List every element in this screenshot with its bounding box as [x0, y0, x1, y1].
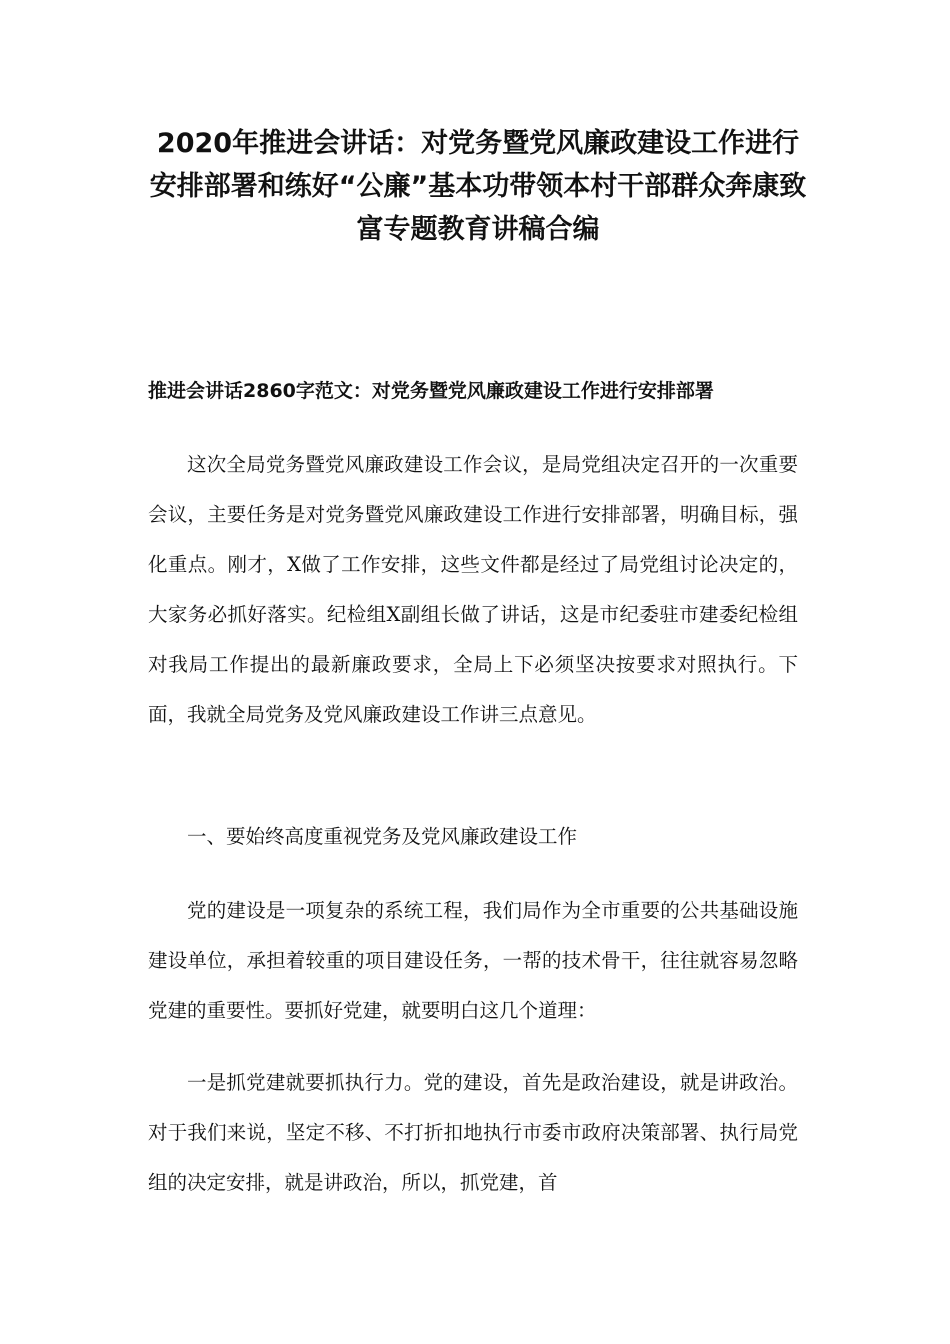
paragraph-heading-one: 一、要始终高度重视党务及党风廉政建设工作 [187, 825, 578, 848]
paragraph-intro: 这次全局党务暨党风廉政建设工作会议，是局党组决定召开的一次重要会议，主要任务是对党务暨党风廉政建设工作进行安排部署，明确目标，强化重点。刚才，X做了工作安排，这些文件都是经过了局党组讨论决定的，大家务必抓好落实。纪检组X副组长做了讲话，这是市纪委驻市建委纪检组对我局工作提出的最新廉政要求，全局上下必须坚决按要求对照执行。下面，我就全局党务及党风廉政建设工作讲三点意见。 [148, 453, 798, 726]
section-title: 推进会讲话2860字范文：对党务暨党风廉政建设工作进行安排部署 [148, 380, 714, 402]
document-title: 2020年推进会讲话：对党务暨党风廉政建设工作进行安排部署和练好“公廉”基本功带领本村干部群众奔康致富专题教育讲稿合编 [149, 128, 807, 245]
paragraph-party-building: 党的建设是一项复杂的系统工程，我们局作为全市重要的公共基础设施建设单位，承担着较重的项目建设任务，一帮的技术骨干，往往就容易忽略党建的重要性。要抓好党建，就要明白这几个道理： [148, 899, 798, 1022]
paragraph-execution: 一是抓党建就要抓执行力。党的建设，首先是政治建设，就是讲政治。对于我们来说，坚定不移、不打折扣地执行市委市政府决策部署、执行局党组的决定安排，就是讲政治，所以，抓党建，首 [148, 1071, 798, 1194]
